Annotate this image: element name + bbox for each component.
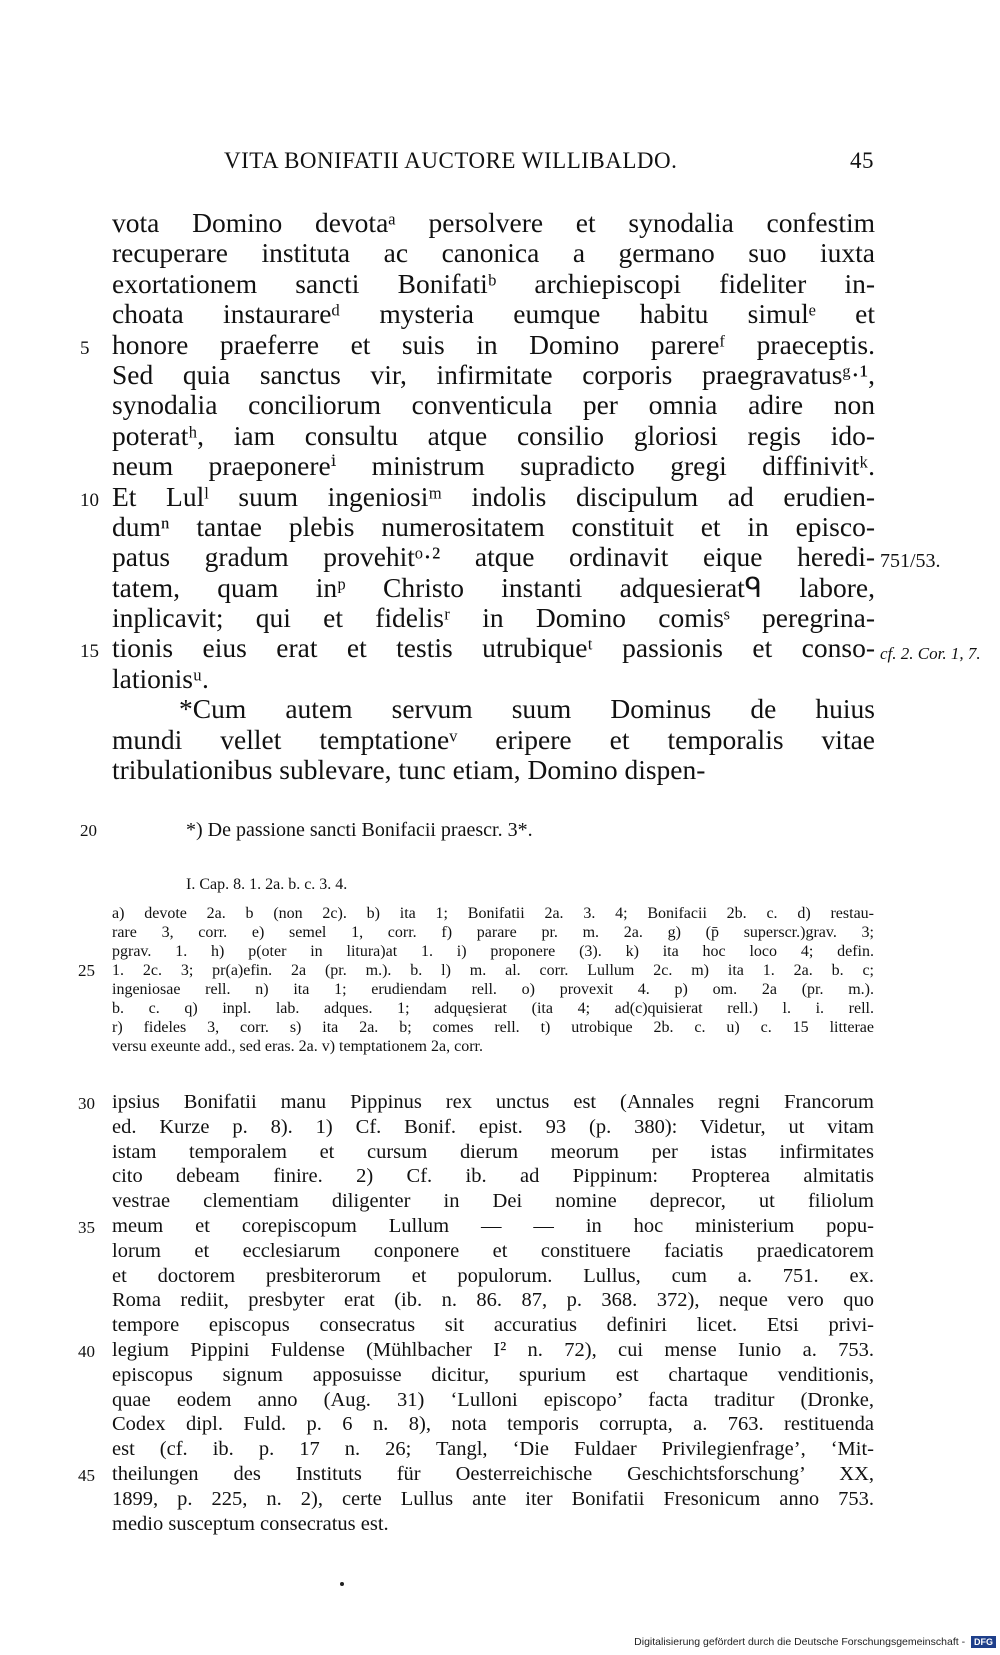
line-number: 30 bbox=[78, 1094, 95, 1113]
text-line-text: mundi vellet temptationeᵛ eripere et temporalis vitae bbox=[112, 723, 875, 755]
commentary-line-text: vestrae clementiam diligenter in Dei nomine deprecor, ut filiolum bbox=[112, 1190, 874, 1213]
text-line bbox=[112, 755, 875, 785]
text-line-text: vota Domino devotaᵃ persolvere et synodalia confestim bbox=[112, 207, 875, 238]
commentary-line-text: episcopus signum apposuisse dicitur, spurium est chartaque venditionis, bbox=[112, 1363, 874, 1386]
commentary-line bbox=[112, 1115, 874, 1140]
text-line bbox=[112, 208, 875, 238]
commentary-line bbox=[112, 1239, 874, 1264]
text-line bbox=[80, 632, 981, 664]
text-line bbox=[112, 603, 875, 633]
apparatus-line bbox=[112, 942, 874, 961]
text-line-text: tatem, quam inᵖ Christo instanti adquesieratᑫ labore, bbox=[112, 571, 875, 603]
line-number: 5 bbox=[80, 337, 90, 359]
commentary-line bbox=[112, 1487, 874, 1512]
line-number: 10 bbox=[80, 489, 99, 511]
text-line-text: dumⁿ tantae plebis numerositatem constituit et in episco- bbox=[112, 510, 875, 542]
commentary-line bbox=[78, 1462, 874, 1487]
apparatus-line-text: rare 3, corr. e) semel 1, corr. f) parare pr. m. 2a. g) (p̄ superscr.)grav. 3; bbox=[112, 924, 874, 941]
digitization-note: Digitalisierung gefördert durch die Deutsche Forschungsgemeinschaft - bbox=[634, 1636, 966, 1648]
line-number: 40 bbox=[78, 1341, 95, 1361]
main-text bbox=[80, 207, 981, 786]
text-line-text: *Cum autem servum suum Dominus de huius bbox=[179, 693, 875, 725]
text-line bbox=[112, 269, 875, 299]
commentary-line-text: meum et corepiscopum Lullum — — in hoc ministerium popu- bbox=[112, 1214, 874, 1237]
text-line bbox=[112, 390, 875, 420]
page-speck bbox=[340, 1582, 344, 1586]
line-number: 25 bbox=[78, 961, 95, 980]
commentary-line-text: ipsius Bonifatii manu Pippinus rex unctus est (Annales regni Francorum bbox=[112, 1091, 874, 1113]
commentary-line bbox=[112, 1363, 874, 1388]
commentary-line bbox=[112, 1189, 874, 1214]
text-line bbox=[112, 664, 875, 694]
text-line bbox=[112, 725, 875, 755]
commentary-line bbox=[112, 1288, 874, 1313]
text-line-text: tribulationibus sublevare, tunc etiam, Domino dispen- bbox=[112, 754, 706, 786]
line-number: 20 bbox=[80, 821, 97, 840]
line-number: 45 bbox=[78, 1465, 95, 1485]
line-number: 15 bbox=[80, 641, 99, 663]
star-footnote-text: *) De passione sancti Bonifacii praescr. 3*. bbox=[186, 819, 533, 841]
commentary-line bbox=[112, 1412, 874, 1437]
text-line bbox=[112, 421, 875, 451]
text-line-text: tionis eius erat et testis utrubiqueᵗ passionis et conso- bbox=[112, 632, 875, 664]
commentary-line-text: theilungen des Instituts für Oesterreichische Geschichtsforschung’ XX, bbox=[112, 1462, 874, 1485]
text-line-text: exortationem sancti Bonifatiᵇ archiepiscopi fideliter in- bbox=[112, 267, 875, 299]
text-line bbox=[112, 360, 875, 390]
apparatus-line bbox=[112, 923, 874, 942]
commentary-line bbox=[112, 1264, 874, 1289]
text-line-text: synodalia conciliorum conventicula per omnia adire non bbox=[112, 389, 875, 421]
page-number: 45 bbox=[850, 148, 874, 173]
text-line-text: inplicavit; qui et fidelisʳ in Domino comisˢ peregrina- bbox=[112, 602, 875, 634]
margin-date-note: 751/53. bbox=[880, 550, 941, 573]
apparatus-line bbox=[112, 1018, 874, 1037]
text-line bbox=[112, 573, 875, 603]
commentary-line bbox=[112, 1140, 874, 1165]
commentary-line-text: istam temporalem et cursum dierum meorum per istas infirmitates bbox=[112, 1140, 874, 1163]
critical-apparatus bbox=[78, 904, 874, 1056]
text-line-text: patus gradum provehitᵒ·² atque ordinavit eique heredi- bbox=[112, 541, 875, 573]
text-line bbox=[112, 512, 875, 542]
apparatus-line-text: versu exeunte add., sed eras. 2a. v) temptationem 2a, corr. bbox=[112, 1038, 483, 1055]
apparatus-line-text: r) fideles 3, corr. s) ita 2a. b; comes rell. t) utrobique 2b. c. u) c. 15 litterae bbox=[112, 1019, 874, 1036]
apparatus-line bbox=[112, 999, 874, 1018]
commentary-line bbox=[78, 1090, 874, 1115]
commentary-line-text: legium Pippini Fuldense (Mühlbacher I² n. 72), cui mense Iunio a. 753. bbox=[112, 1338, 874, 1361]
text-line-text: Sed quia sanctus vir, infirmitate corporis praegravatusᵍ·¹, bbox=[112, 358, 875, 390]
text-line bbox=[112, 238, 875, 268]
digitization-footer bbox=[634, 1636, 996, 1652]
text-line-text: poteratʰ, iam consultu atque consilio gloriosi regis ido- bbox=[112, 419, 875, 451]
apparatus-line bbox=[78, 961, 874, 980]
text-line-text: Et Lulˡ suum ingeniosiᵐ indolis discipulum ad erudien- bbox=[112, 480, 875, 512]
dfg-logo: DFG bbox=[971, 1636, 996, 1648]
manuscript-sigla: I. Cap. 8. 1. 2a. b. c. 3. 4. bbox=[186, 876, 348, 893]
commentary-line-text: Codex dipl. Fuld. p. 6 n. 8), nota temporis corrupta, a. 763. restituenda bbox=[112, 1413, 874, 1436]
commentary-line-text: medio susceptum consecratus est. bbox=[112, 1512, 389, 1535]
commentary-line-text: 1899, p. 225, n. 2), certe Lullus ante iter Bonifatii Fresonicum anno 753. bbox=[112, 1487, 874, 1510]
commentary-line-text: lorum et ecclesiarum conponere et constituere faciatis praedicatorem bbox=[112, 1239, 874, 1262]
commentary-line bbox=[112, 1437, 874, 1462]
text-line-text: recuperare instituta ac canonica a germano suo iuxta bbox=[112, 237, 875, 269]
text-line bbox=[112, 541, 941, 573]
commentary-notes bbox=[78, 1090, 874, 1536]
text-line-text: honore praeferre et suis in Domino parereᶠ praeceptis. bbox=[112, 328, 875, 360]
commentary-line-text: quae eodem anno (Aug. 31) ‘Lulloni episcopo’ facta traditur (Dronke, bbox=[112, 1388, 874, 1411]
apparatus-line bbox=[112, 980, 874, 999]
commentary-line-text: est (cf. ib. p. 17 n. 26; Tangl, ‘Die Fuldaer Privilegienfrage’, ‘Mit- bbox=[112, 1438, 874, 1461]
commentary-line-text: Roma rediit, presbyter erat (ib. n. 86. 87, p. 368. 372), neque vero quo bbox=[112, 1289, 874, 1312]
apparatus-line bbox=[112, 1037, 874, 1056]
commentary-line bbox=[112, 1313, 874, 1338]
apparatus-line-text: b. c. q) inpl. lab. adques. 1; adquęsierat (ita 4; ad(c)quisierat rell.) l. i. rell. bbox=[112, 1000, 874, 1017]
text-line-text: neum praeponereⁱ ministrum supradicto gregi diffinivitᵏ. bbox=[112, 450, 875, 482]
apparatus-line-text: ingeniosae rell. n) ita 1; erudiendam rell. o) provexit 4. p) om. 2a (pr. m.). bbox=[112, 981, 874, 998]
apparatus-line-text: pgrav. 1. h) p(oter in litura)at 1. i) proponere (3). k) ita hoc loco 4; defin. bbox=[112, 943, 874, 960]
text-line bbox=[80, 480, 875, 512]
text-line-text: choata instaurareᵈ mysteria eumque habitu simulᵉ et bbox=[112, 298, 875, 330]
text-line bbox=[112, 299, 875, 329]
text-line-text: lationisᵘ. bbox=[112, 662, 209, 694]
commentary-line bbox=[78, 1338, 874, 1363]
apparatus-line-text: a) devote 2a. b (non 2c). b) ita 1; Bonifatii 2a. 3. 4; Bonifacii 2b. c. d) restau- bbox=[112, 905, 874, 922]
commentary-line-text: cito debeam finire. 2) Cf. ib. ad Pippinum: Propterea almitatis bbox=[112, 1165, 874, 1188]
commentary-line bbox=[78, 1214, 874, 1239]
text-line bbox=[112, 694, 875, 724]
commentary-line-text: ed. Kurze p. 8). 1) Cf. Bonif. epist. 93 (p. 380): Videtur, ut vitam bbox=[112, 1115, 874, 1138]
commentary-line-text: et doctorem presbiterorum et populorum. Lullus, cum a. 751. ex. bbox=[112, 1264, 874, 1287]
apparatus-line-text: 1. 2c. 3; pr(a)efin. 2a (pr. m.). b. l) m. al. corr. Lullum 2c. m) ita 1. 2a. b. c; bbox=[112, 962, 874, 979]
line-number: 35 bbox=[78, 1217, 95, 1237]
commentary-line bbox=[112, 1164, 874, 1189]
commentary-line-text: tempore episcopus consecratus sit accuratius definiri licet. Etsi privi- bbox=[112, 1314, 874, 1337]
running-title: VITA BONIFATII AUCTORE WILLIBALDO. bbox=[224, 148, 678, 173]
text-line bbox=[112, 451, 875, 481]
text-line bbox=[80, 328, 875, 360]
running-header bbox=[224, 148, 874, 178]
apparatus-line bbox=[112, 904, 874, 923]
commentary-line bbox=[112, 1512, 874, 1537]
margin-reference-note: cf. 2. Cor. 1, 7. bbox=[880, 644, 981, 664]
commentary-line bbox=[112, 1388, 874, 1413]
